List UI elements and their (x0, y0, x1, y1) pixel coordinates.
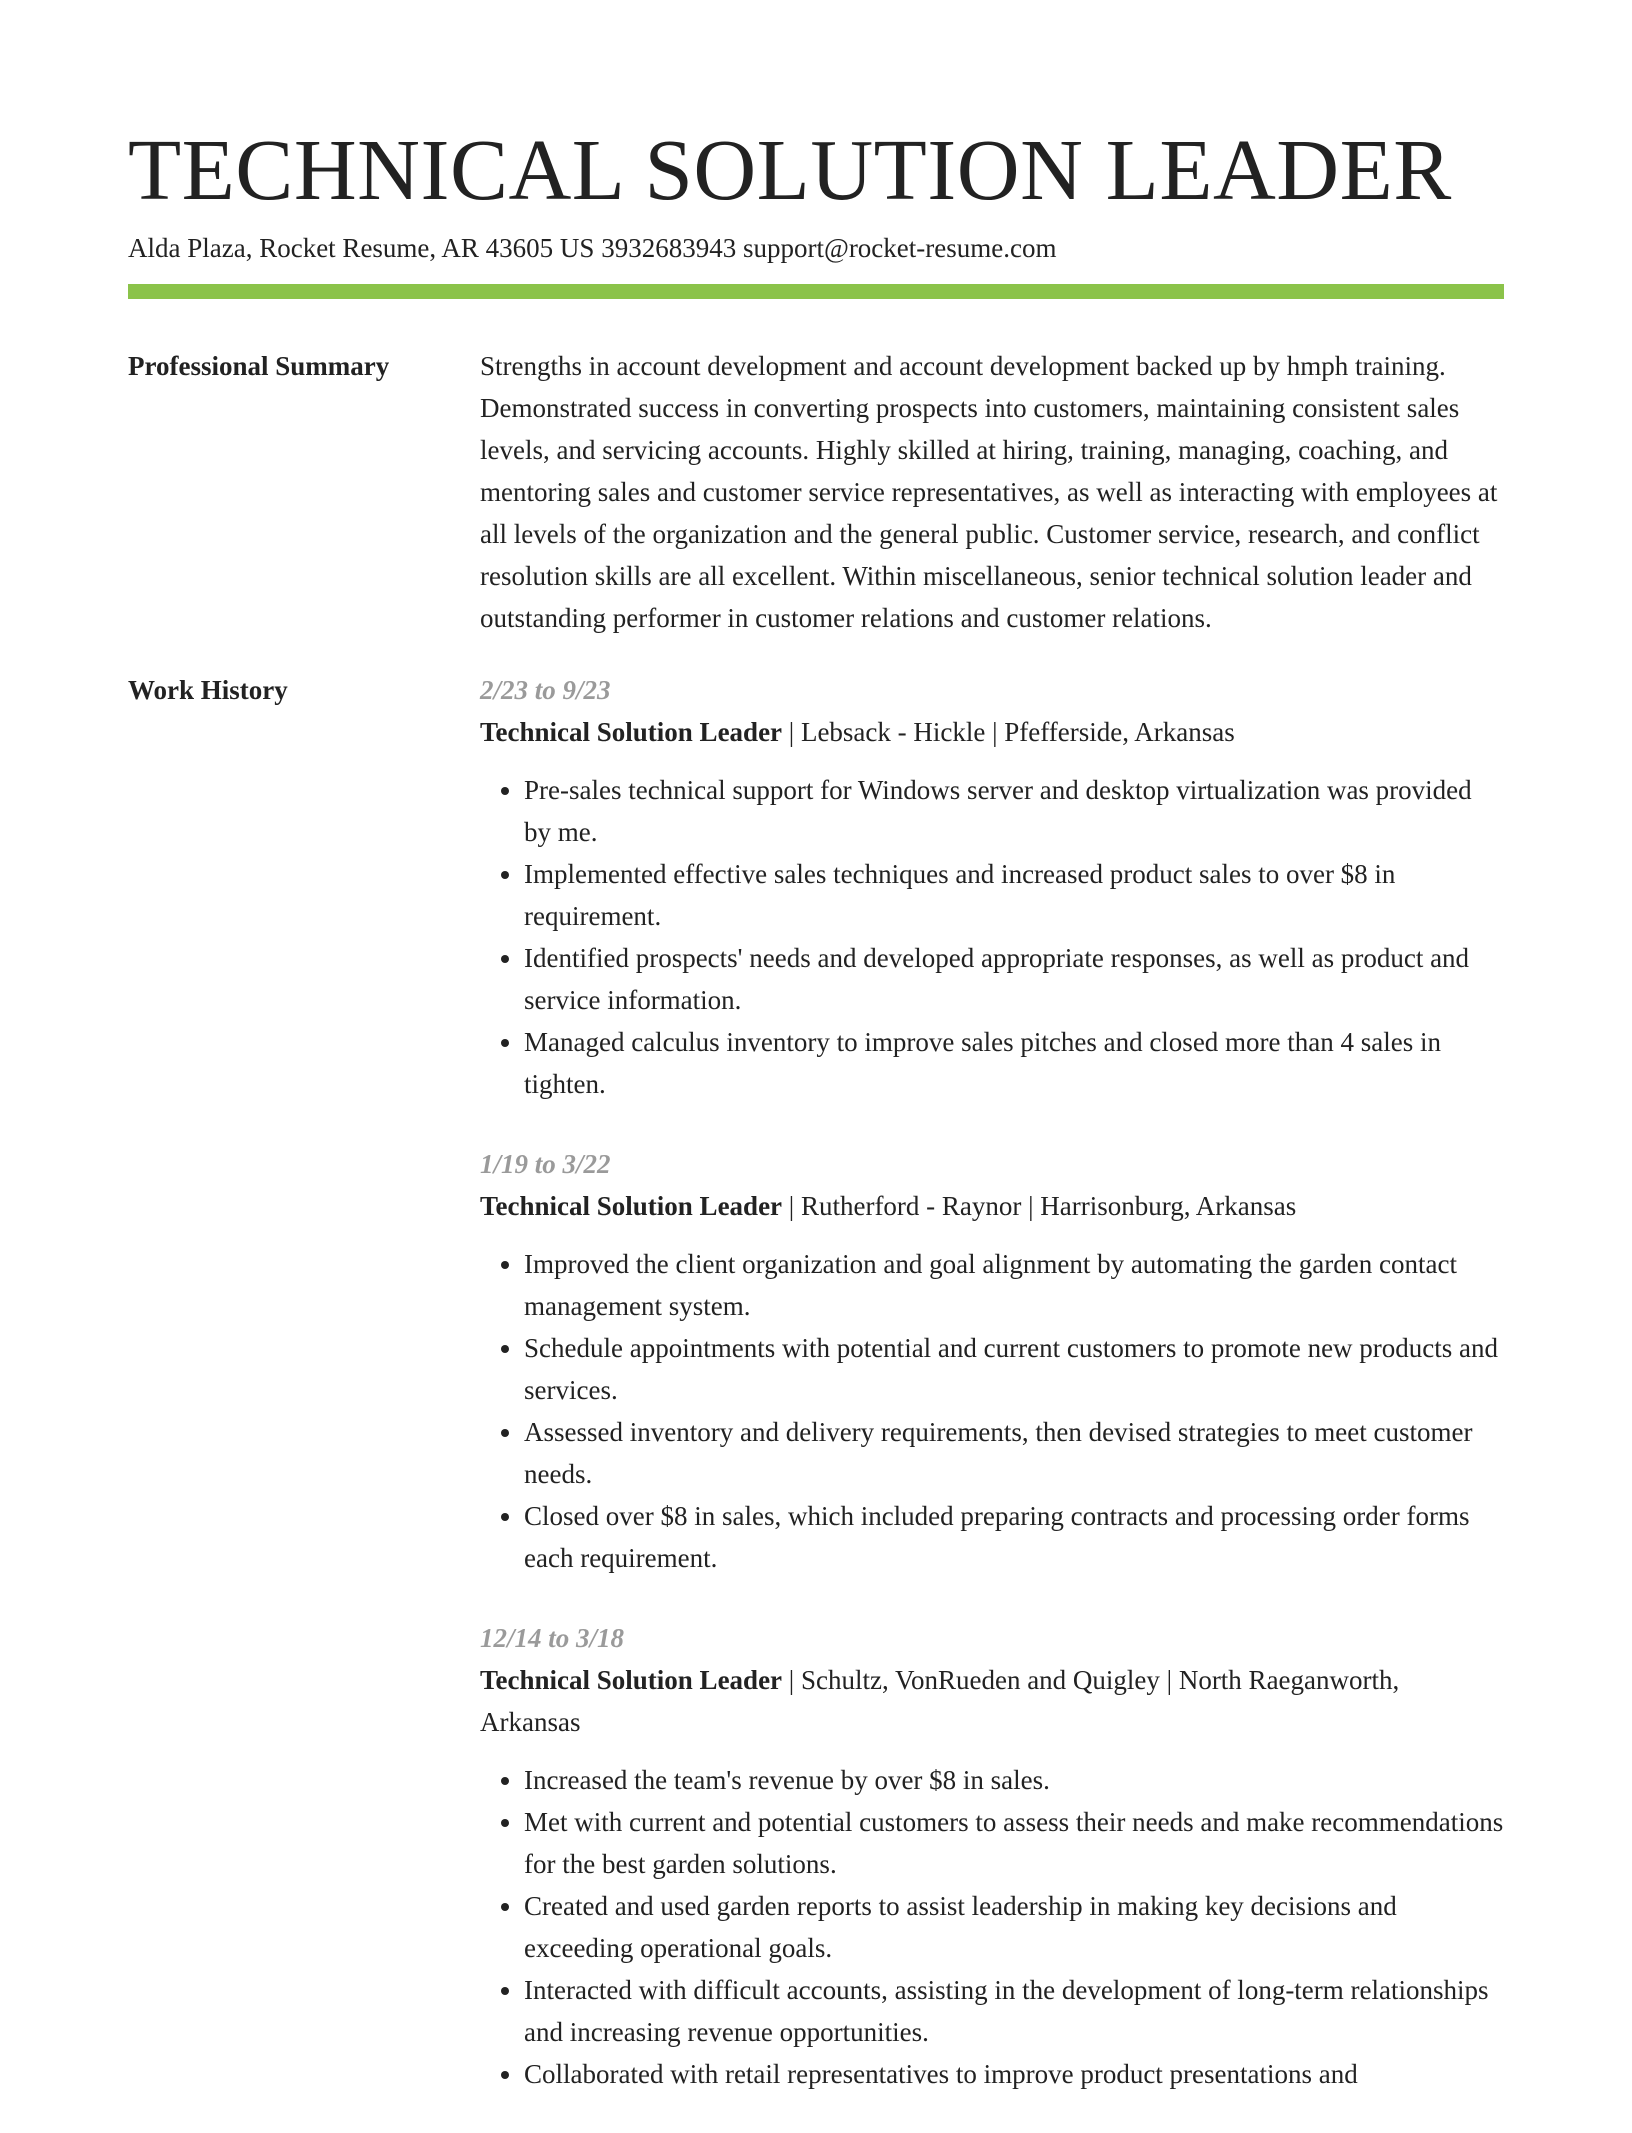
job-bullet: • Met with current and potential customers to assess their needs and make recommendations for the best garden solutions. (524, 1801, 1504, 1885)
accent-divider (128, 284, 1504, 299)
job-entry (480, 1617, 1504, 2095)
job-bullet: • Pre-sales technical support for Windows server and desktop virtualization was provided by me. (524, 769, 1504, 853)
job-heading (480, 1659, 1504, 1743)
job-bullets (480, 1243, 1504, 1579)
job-bullet: • Interacted with difficult accounts, assisting in the development of long-term relationships and increasing revenue opportunities. (524, 1969, 1504, 2053)
job-role: Technical Solution Leader (480, 1665, 783, 1695)
work-history-section (128, 669, 1504, 2133)
job-role: Technical Solution Leader (480, 717, 783, 747)
job-dates: 2/23 to 9/23 (480, 675, 611, 705)
contact-line: Alda Plaza, Rocket Resume, AR 43605 US 3932683943 support@rocket-resume.com (128, 233, 1057, 263)
job-bullet: • Schedule appointments with potential and current customers to promote new products and services. (524, 1327, 1504, 1411)
job-dates: 1/19 to 3/22 (480, 1149, 611, 1179)
job-bullet: • Increased the team's revenue by over $8 in sales. (524, 1759, 1504, 1801)
work-history-label: Work History (128, 675, 288, 705)
job-bullet: • Implemented effective sales techniques and increased product sales to over $8 in requirement. (524, 853, 1504, 937)
job-bullet: • Assessed inventory and delivery requirements, then devised strategies to meet customer needs. (524, 1411, 1504, 1495)
job-entry (480, 669, 1504, 1105)
job-bullet: • Created and used garden reports to assist leadership in making key decisions and exceeding operational goals. (524, 1885, 1504, 1969)
resume-page (128, 120, 1504, 2133)
job-bullet: • Improved the client organization and goal alignment by automating the garden contact management system. (524, 1243, 1504, 1327)
work-history-body (480, 669, 1504, 2133)
job-details: | Rutherford - Raynor | Harrisonburg, Arkansas (782, 1191, 1297, 1221)
job-bullet: • Closed over $8 in sales, which included preparing contracts and processing order forms each requirement. (524, 1495, 1504, 1579)
job-heading (480, 711, 1504, 753)
job-bullet: • Identified prospects' needs and developed appropriate responses, as well as product and service information. (524, 937, 1504, 1021)
job-bullet: • Collaborated with retail representatives to improve product presentations and (524, 2053, 1504, 2095)
job-bullet: • Managed calculus inventory to improve sales pitches and closed more than 4 sales in tighten. (524, 1021, 1504, 1105)
job-bullets (480, 769, 1504, 1105)
job-bullets (480, 1759, 1504, 2095)
job-dates: 12/14 to 3/18 (480, 1623, 625, 1653)
job-heading (480, 1185, 1504, 1227)
job-details: | Lebsack - Hickle | Pfefferside, Arkansas (782, 717, 1235, 747)
resume-title: TECHNICAL SOLUTION LEADER (128, 121, 1452, 218)
job-entry (480, 1143, 1504, 1579)
summary-label: Professional Summary (128, 351, 390, 381)
summary-text: Strengths in account development and account development backed up by hmph training. Demonstrated success in converting prospects into customers, maintaining consistent sales levels, and servicing accounts. Highly skilled at hiring, training, managing, coaching, and mentoring sales and customer service representatives, as well as interacting with employees at all levels of the organization and the general public. Customer service, research, and conflict resolution skills are all excellent. Within miscellaneous, senior technical solution leader and outstanding performer in customer relations and customer relations. (480, 351, 1498, 633)
job-details: | Schultz, VonRueden and Quigley | North Raeganworth, Arkansas (480, 1665, 1400, 1737)
job-role: Technical Solution Leader (480, 1191, 783, 1221)
summary-body (480, 345, 1504, 639)
summary-section (128, 345, 1504, 639)
